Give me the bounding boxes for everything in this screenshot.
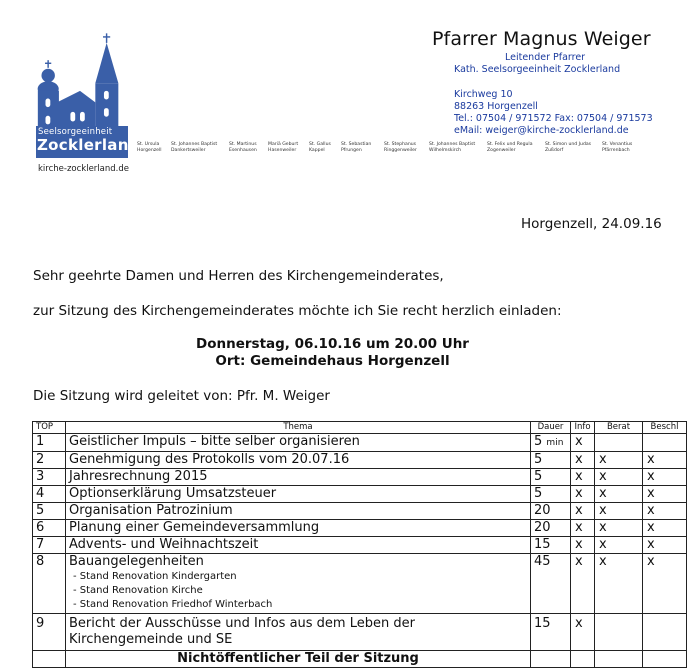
agenda-top: 4 bbox=[33, 486, 66, 503]
agenda-topic: Optionserklärung Umsatzsteuer bbox=[66, 486, 531, 503]
agenda-topic: Jahresrechnung 2015 bbox=[66, 469, 531, 486]
agenda-topic bbox=[66, 554, 531, 614]
agenda-berat-empty bbox=[595, 651, 643, 668]
agenda-beschl: x bbox=[643, 537, 687, 554]
agenda-top: 7 bbox=[33, 537, 66, 554]
sender-street: Kirchweg 10 bbox=[454, 89, 513, 100]
agenda-info: x bbox=[571, 469, 595, 486]
sender-name: Pfarrer Magnus Weiger bbox=[432, 28, 651, 50]
agenda-top: 6 bbox=[33, 520, 66, 537]
invitation-text: zur Sitzung des Kirchengemeinderates möchte ich Sie recht herzlich einladen: bbox=[33, 303, 562, 319]
agenda-top-empty bbox=[33, 651, 66, 668]
agenda-topic-title: Bauangelegenheiten bbox=[69, 554, 204, 569]
agenda-berat: x bbox=[595, 469, 643, 486]
sender-organization: Kath. Seelsorgeeinheit Zocklerland bbox=[454, 64, 621, 75]
agenda-row bbox=[33, 554, 687, 614]
agenda-duration: 5 bbox=[531, 486, 571, 503]
agenda-duration: 20 bbox=[531, 520, 571, 537]
parish-item: St. Martinus Esenhausen bbox=[229, 142, 257, 153]
agenda-info: x bbox=[571, 554, 595, 614]
parish-item: Mariä Geburt Hasenweiler bbox=[268, 142, 299, 153]
agenda-row bbox=[33, 434, 687, 452]
agenda-closing-row bbox=[33, 651, 687, 668]
agenda-beschl: x bbox=[643, 503, 687, 520]
agenda-duration: 20 bbox=[531, 503, 571, 520]
parish-item: St. Sebastian Pfrungen bbox=[341, 142, 372, 153]
agenda-table bbox=[32, 421, 687, 668]
agenda-top: 5 bbox=[33, 503, 66, 520]
agenda-row bbox=[33, 614, 687, 651]
agenda-info: x bbox=[571, 434, 595, 452]
agenda-subitem: - Stand Renovation Kirche bbox=[73, 585, 203, 596]
header-beschl: Beschl bbox=[643, 422, 687, 434]
agenda-info: x bbox=[571, 537, 595, 554]
agenda-berat: x bbox=[595, 554, 643, 614]
agenda-topic: Planung einer Gemeindeversammlung bbox=[66, 520, 531, 537]
agenda-topic: Genehmigung des Protokolls vom 20.07.16 bbox=[66, 452, 531, 469]
agenda-topic: Advents- und Weihnachtszeit bbox=[66, 537, 531, 554]
agenda-info: x bbox=[571, 452, 595, 469]
agenda-top: 2 bbox=[33, 452, 66, 469]
agenda-duration: 5 min bbox=[531, 434, 571, 452]
agenda-topic: Organisation Patrozinium bbox=[66, 503, 531, 520]
agenda-berat bbox=[595, 434, 643, 452]
agenda-top: 1 bbox=[33, 434, 66, 452]
meeting-date: Donnerstag, 06.10.16 um 20.00 Uhr bbox=[196, 336, 469, 352]
parish-item: St. Stephanus Ringgenweiler bbox=[384, 142, 417, 153]
meeting-chair: Die Sitzung wird geleitet von: Pfr. M. Weiger bbox=[33, 388, 330, 404]
agenda-row bbox=[33, 503, 687, 520]
agenda-duration: 15 bbox=[531, 537, 571, 554]
meeting-location: Ort: Gemeindehaus Horgenzell bbox=[215, 353, 450, 369]
agenda-top: 9 bbox=[33, 614, 66, 651]
agenda-beschl-empty bbox=[643, 651, 687, 668]
parish-item: St. Ursula Horgenzell bbox=[137, 142, 162, 153]
parish-item: St. Venantius Pfärrenbach bbox=[602, 142, 633, 153]
duration-unit: min bbox=[546, 438, 564, 448]
agenda-header-row bbox=[33, 422, 687, 434]
letter-date: Horgenzell, 24.09.16 bbox=[521, 216, 662, 232]
salutation: Sehr geehrte Damen und Herren des Kirchengemeinderates, bbox=[33, 268, 444, 284]
agenda-beschl: x bbox=[643, 469, 687, 486]
agenda-berat: x bbox=[595, 503, 643, 520]
agenda-topic: Bericht der Ausschüsse und Infos aus dem Leben der Kirchengemeinde und SE bbox=[66, 614, 531, 651]
agenda-berat: x bbox=[595, 537, 643, 554]
nonpublic-section-title: Nichtöffentlicher Teil der Sitzung bbox=[66, 651, 531, 668]
sender-city: 88263 Horgenzell bbox=[454, 101, 538, 112]
agenda-berat bbox=[595, 614, 643, 651]
agenda-top: 8 bbox=[33, 554, 66, 614]
agenda-berat: x bbox=[595, 520, 643, 537]
agenda-beschl bbox=[643, 614, 687, 651]
parish-item: St. Felix und Regula Zogenweiler bbox=[487, 142, 533, 153]
sender-role: Leitender Pfarrer bbox=[505, 52, 586, 63]
agenda-berat: x bbox=[595, 486, 643, 503]
agenda-info-empty bbox=[571, 651, 595, 668]
header-info: Info bbox=[571, 422, 595, 434]
agenda-row bbox=[33, 469, 687, 486]
logo-line1: Seelsorgeeinheit bbox=[38, 127, 113, 137]
agenda-info: x bbox=[571, 614, 595, 651]
agenda-beschl: x bbox=[643, 554, 687, 614]
parish-item: St. Simon und Judas Zußdorf bbox=[545, 142, 592, 153]
header-berat: Berat bbox=[595, 422, 643, 434]
agenda-topic: Geistlicher Impuls – bitte selber organisieren bbox=[66, 434, 531, 452]
agenda-info: x bbox=[571, 486, 595, 503]
agenda-beschl: x bbox=[643, 520, 687, 537]
agenda-top: 3 bbox=[33, 469, 66, 486]
sender-phone-fax: Tel.: 07504 / 971572 Fax: 07504 / 971573 bbox=[454, 113, 653, 124]
agenda-duration-empty bbox=[531, 651, 571, 668]
agenda-subitem: - Stand Renovation Kindergarten bbox=[73, 571, 237, 582]
parish-item: St. Gallus Kappel bbox=[309, 142, 331, 153]
agenda-beschl: x bbox=[643, 452, 687, 469]
agenda-duration: 45 bbox=[531, 554, 571, 614]
header-thema: Thema bbox=[66, 422, 531, 434]
agenda-row bbox=[33, 452, 687, 469]
sender-email: eMail: weiger@kirche-zocklerland.de bbox=[454, 125, 629, 136]
header-top: TOP bbox=[33, 422, 66, 434]
agenda-row bbox=[33, 486, 687, 503]
parish-item: St. Johannes Baptist Wilhelmskirch bbox=[429, 142, 476, 153]
header-dauer: Dauer bbox=[531, 422, 571, 434]
agenda-beschl: x bbox=[643, 486, 687, 503]
logo-line2: Zocklerland bbox=[37, 136, 140, 154]
parish-item: St. Johannes Baptist Dankertsweiler bbox=[171, 142, 218, 153]
agenda-berat: x bbox=[595, 452, 643, 469]
agenda-duration: 15 bbox=[531, 614, 571, 651]
agenda-row bbox=[33, 537, 687, 554]
agenda-subitem: - Stand Renovation Friedhof Winterbach bbox=[73, 599, 273, 610]
agenda-row bbox=[33, 520, 687, 537]
agenda-beschl bbox=[643, 434, 687, 452]
agenda-duration: 5 bbox=[531, 469, 571, 486]
logo-url: kirche-zocklerland.de bbox=[38, 164, 129, 174]
agenda-info: x bbox=[571, 520, 595, 537]
agenda-duration: 5 bbox=[531, 452, 571, 469]
agenda-info: x bbox=[571, 503, 595, 520]
